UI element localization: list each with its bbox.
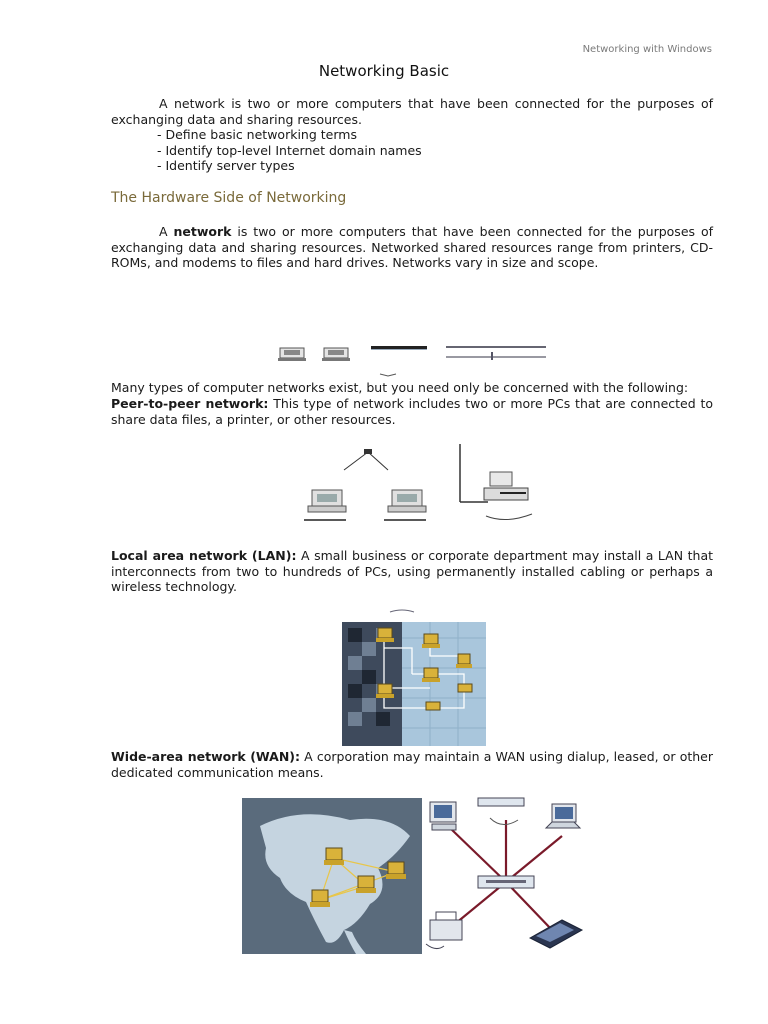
computer-icon xyxy=(324,848,344,865)
cable-line xyxy=(371,349,427,350)
page-title: Networking Basic xyxy=(318,62,450,80)
computer-icon xyxy=(458,684,472,692)
wireless-icon xyxy=(390,610,414,612)
bullet-item: - Identify server types xyxy=(157,158,295,173)
peer-to-peer-figure xyxy=(296,440,546,526)
para-text: A small business or corporate department may install a LAN that interconnects from two to hundreds of PCs, using permanently installed cabling or perhaps a wireless technology. xyxy=(111,548,714,594)
intro-paragraph: A network is two or more computers that have been connected for the purposes of exchanging data and sharing resources. xyxy=(111,96,713,127)
types-intro: Many types of computer networks exist, but you need only be concerned with the following: xyxy=(111,380,689,395)
router-icon xyxy=(478,876,534,888)
printer-icon xyxy=(460,444,532,520)
computer-icon xyxy=(310,890,330,907)
computer-icon xyxy=(426,702,440,710)
computer-icon xyxy=(384,490,426,520)
laptop-icon xyxy=(546,804,580,828)
section-heading: The Hardware Side of Networking xyxy=(111,190,347,206)
hub-icon xyxy=(491,352,493,360)
printer-icon xyxy=(426,912,462,949)
para-text: is two or more computers that have been connected for the purposes of exchanging data and sharing resources. Networked shared resources range from printers, CD-ROMs, and modems to files and hard drives. Networks vary in size and scope. xyxy=(111,224,713,270)
computer-icon xyxy=(386,862,406,879)
computer-icon xyxy=(356,876,376,893)
para-text: A xyxy=(159,224,174,239)
term-network: network xyxy=(173,224,232,239)
para-text: This type of network includes two or more PCs that are connected to share data files, a printer, or other resources. xyxy=(111,396,713,427)
router-icon xyxy=(478,798,524,825)
term-p2p: Peer-to-peer network: xyxy=(111,396,269,411)
network-hub xyxy=(344,449,388,470)
term-lan: Local area network (LAN): xyxy=(111,548,297,563)
computer-icon xyxy=(422,668,440,682)
computer-icon xyxy=(376,684,394,698)
para-text: A corporation may maintain a WAN using dialup, leased, or other dedicated communication means. xyxy=(111,749,714,780)
computer-icon xyxy=(304,490,346,520)
intro-bullet-list xyxy=(157,127,422,174)
wan-paragraph xyxy=(111,749,713,780)
bullet-item: - Define basic networking terms xyxy=(157,127,357,142)
bullet-item: - Identify top-level Internet domain names xyxy=(157,142,422,158)
running-header: Networking with Windows xyxy=(582,44,712,55)
wan-links xyxy=(450,820,562,930)
computer-icon xyxy=(422,634,440,648)
cable-line xyxy=(380,374,396,376)
p2p-paragraph xyxy=(111,396,713,427)
computer-icon xyxy=(456,654,472,668)
lan-figure xyxy=(340,608,488,750)
lan-paragraph xyxy=(111,548,713,595)
scanner-icon xyxy=(530,920,582,948)
computer-icon xyxy=(376,628,394,642)
computer-icon xyxy=(322,348,350,361)
computer-icon xyxy=(278,348,306,361)
network-strip-figure xyxy=(276,340,552,380)
network-paragraph xyxy=(111,224,713,271)
wan-figure xyxy=(240,796,586,958)
term-wan: Wide-area network (WAN): xyxy=(111,749,301,764)
cable-line xyxy=(371,346,427,349)
computer-icon xyxy=(430,802,456,830)
